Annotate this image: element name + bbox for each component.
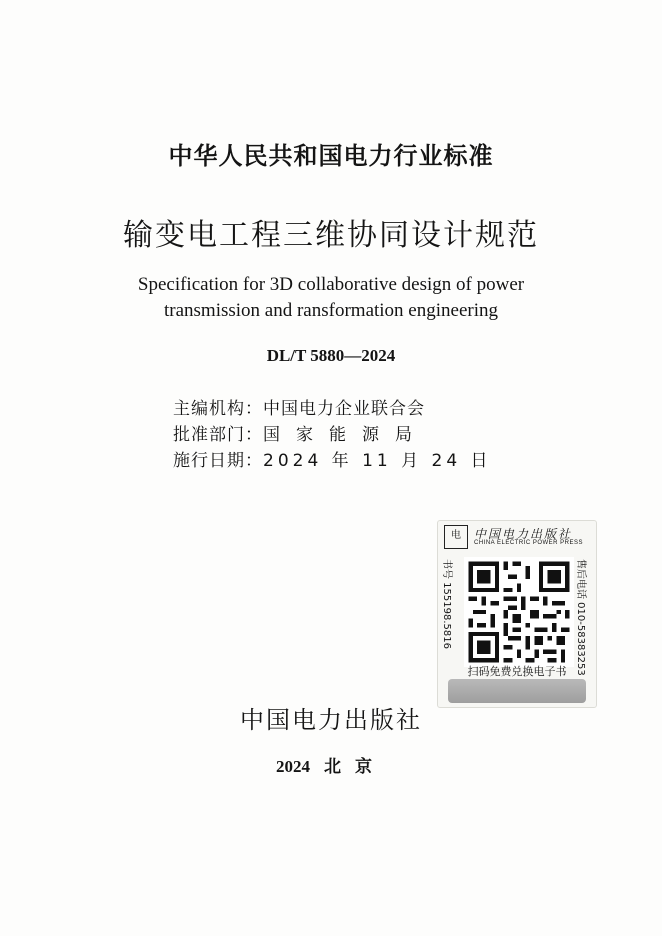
title-en-line1: Specification for 3D collaborative design of power [137, 274, 525, 295]
standard-number: DL/T 5880—2024 [266, 346, 396, 365]
sticker-publisher-en: CHINA ELECTRIC POWER PRESS [474, 540, 584, 546]
effective-value: 2024 年 11 月 24 日 [263, 451, 492, 471]
after-sales-phone: 售后电话 010-58383253 [575, 559, 586, 676]
editor-label: 主编机构： [173, 399, 263, 419]
publication-city: 北京 [324, 757, 386, 777]
title-en-line2: transmission and ransformation engineering [163, 300, 498, 321]
effective-label: 施行日期： [173, 451, 263, 471]
standard-title-en [0, 272, 662, 324]
book-number: 书号 155198.5816 [441, 559, 452, 649]
standard-title-cn: 输变电工程三维协同设计规范 [123, 218, 539, 253]
publication-info [0, 752, 662, 777]
sticker-header [444, 525, 592, 551]
publisher-logo-icon: 电 [444, 525, 468, 549]
approver-value: 国家能源局 [263, 425, 428, 445]
sticker-publisher-cn: 中国电力出版社 [474, 527, 573, 541]
scan-label: 扫码免费兑换电子书 [467, 665, 567, 678]
editor-value: 中国电力企业联合会 [263, 399, 425, 419]
editor-row [173, 394, 425, 419]
publisher-name: 中国电力出版社 [240, 706, 422, 734]
qr-sticker [437, 520, 597, 708]
approver-label: 批准部门： [173, 425, 263, 445]
qr-code-icon[interactable] [464, 557, 574, 667]
approver-row [173, 420, 428, 445]
industry-standard-heading: 中华人民共和国电力行业标准 [168, 142, 494, 170]
publication-year: 2024 [276, 757, 310, 776]
effective-date-row [173, 446, 492, 471]
